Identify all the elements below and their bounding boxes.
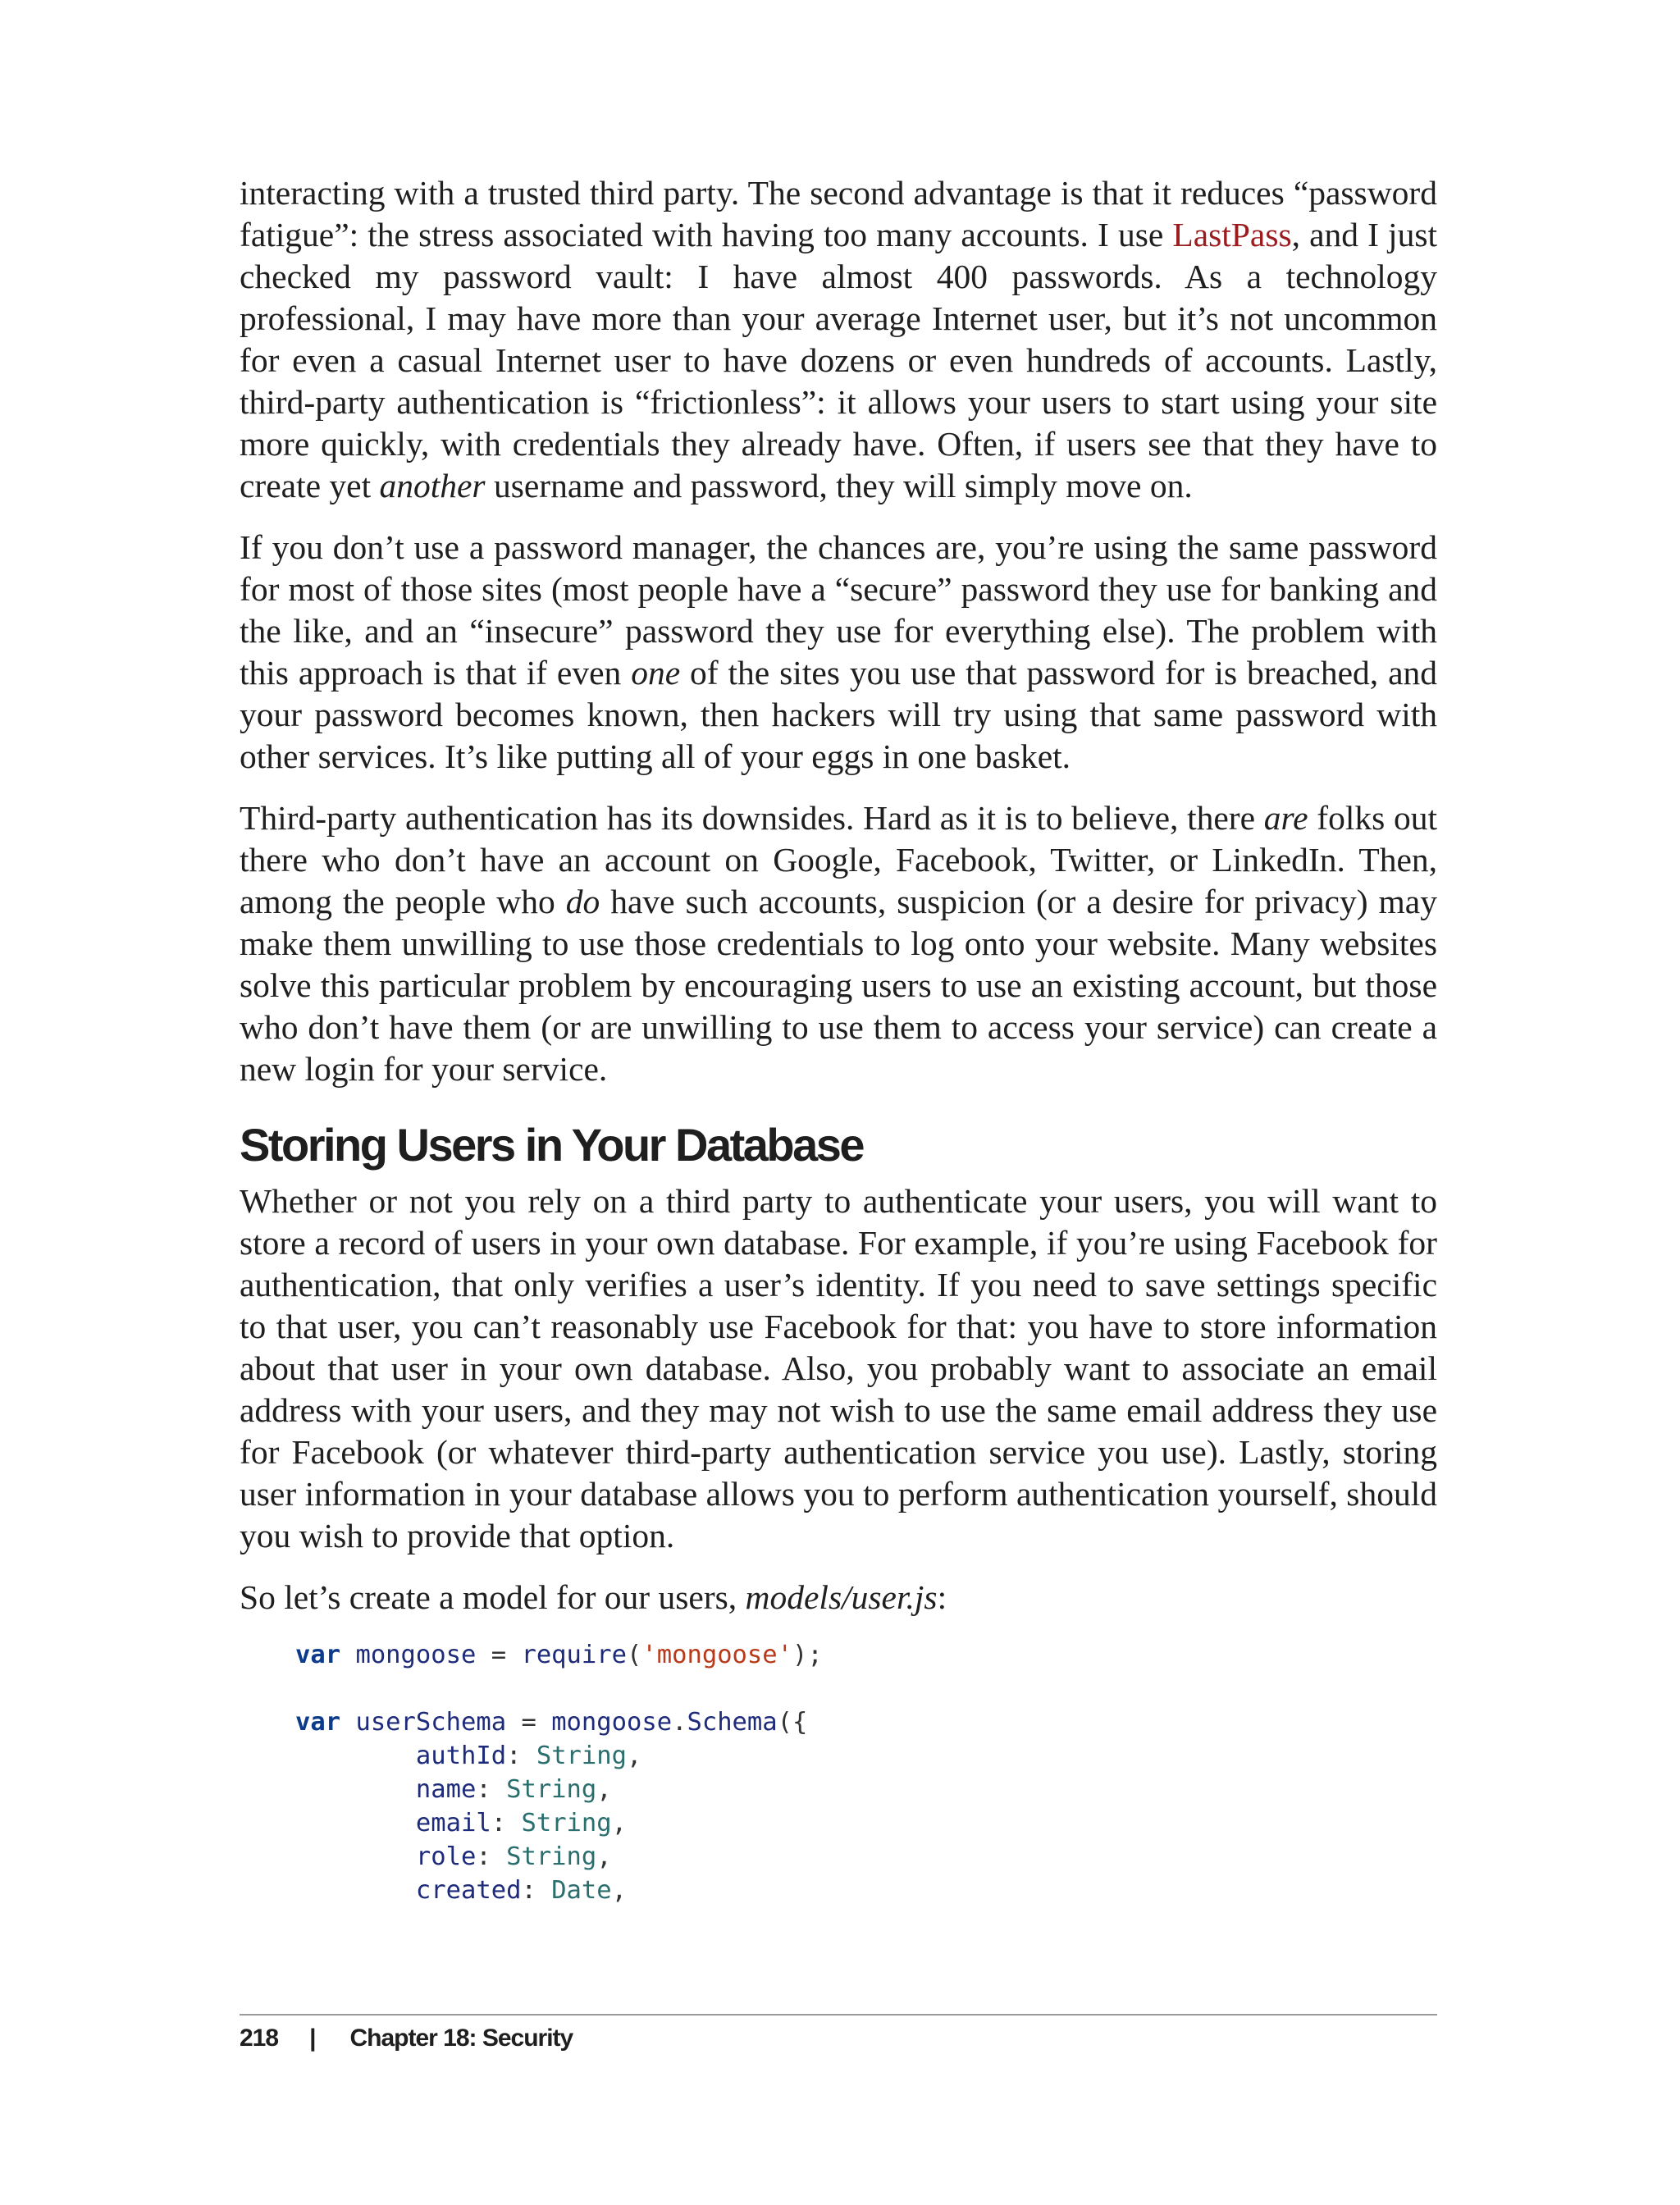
code-field-key: created bbox=[415, 1876, 522, 1905]
code-punctuation: , bbox=[611, 1809, 628, 1838]
paragraph-create-model bbox=[240, 1577, 1437, 1618]
code-keyword: var bbox=[295, 1641, 341, 1669]
code-function: require bbox=[521, 1641, 627, 1669]
code-type: String bbox=[536, 1742, 628, 1770]
code-punctuation: , bbox=[611, 1876, 628, 1905]
code-line-field bbox=[295, 1874, 1437, 1907]
code-punctuation: : bbox=[506, 1742, 536, 1770]
code-line-field bbox=[295, 1739, 1437, 1773]
code-punctuation: : bbox=[476, 1842, 507, 1871]
page-number: 218 bbox=[240, 2025, 279, 2052]
code-block bbox=[295, 1638, 1437, 1907]
lastpass-link[interactable]: LastPass bbox=[1172, 216, 1292, 253]
code-field-key: name bbox=[415, 1775, 477, 1804]
paragraph-storing-users: Whether or not you rely on a third party to authenticate your users, you will want to store a record of users in your own database. For example, if you’re using Facebook for authentication, that only verifies a user’s identity. If you need to save settings specific to that user, you can’t reasonably use Facebook for that: you have to store information about that user in your own database. Also, you probably want to associate an email address with your users, and they may not wish to use the same email address they use for Facebook (or whatever third-party authentication service you use). Lastly, storing user information in your database allows you to perform authentication yourself, should you wish to provide that option. bbox=[240, 1182, 1437, 1554]
code-line-field bbox=[295, 1806, 1437, 1840]
code-line-field bbox=[295, 1773, 1437, 1806]
text-run: of the sites you use that password for is breached, and your password becomes known, then hackers will try using that same password with other services. It’s like putting all of your eggs in one basket. bbox=[240, 654, 1437, 775]
code-punctuation: ); bbox=[792, 1641, 823, 1669]
filename: models/user.js bbox=[745, 1578, 938, 1616]
code-punctuation: ({ bbox=[777, 1708, 808, 1737]
code-punctuation: : bbox=[491, 1809, 522, 1838]
text-run: , and I just checked my password vault: I have almost 400 passwords. As a technology professional, I may have more than your average Internet user, but it’s not uncommon for even a casual Internet user to have dozens or even hundreds of accounts. Lastly, third-party authentication is “frictionless”: it allows your users to start using your site more quickly, with credentials they already have. Often, if users see that they have to create yet bbox=[240, 216, 1437, 504]
footer-separator: | bbox=[309, 2025, 316, 2052]
emphasis: do bbox=[565, 883, 600, 920]
code-line-field bbox=[295, 1840, 1437, 1874]
code-field-key: authId bbox=[415, 1742, 507, 1770]
code-punctuation: : bbox=[521, 1876, 552, 1905]
footer-divider bbox=[240, 2014, 1437, 2016]
emphasis: are bbox=[1263, 799, 1308, 837]
emphasis: another bbox=[379, 467, 486, 504]
code-line-blank bbox=[295, 1672, 1437, 1705]
text-run: Third-party authentication has its downsides. Hard as it is to believe, there bbox=[240, 799, 1264, 837]
code-punctuation: : bbox=[476, 1775, 507, 1804]
text-run: have such accounts, suspicion (or a desire for privacy) may make them unwilling to use those credentials to log onto your website. Many websites solve this particular problem by encouraging users to use an existing account, but those who don’t have them (or are unwilling to use them to access your service) can create a new login for your service. bbox=[240, 883, 1437, 1088]
paragraph-third-party-advantages bbox=[240, 172, 1437, 507]
code-field-key: role bbox=[415, 1842, 477, 1871]
code-punctuation: . bbox=[672, 1708, 687, 1737]
code-keyword: var bbox=[295, 1708, 341, 1737]
code-punctuation: ( bbox=[627, 1641, 642, 1669]
code-type: String bbox=[521, 1809, 612, 1838]
code-line bbox=[295, 1705, 1437, 1739]
text-run: username and password, they will simply move on. bbox=[485, 467, 1193, 504]
text-run: interacting with a trusted third party. The second advantage is that it reduces “password fatigue”: the stress associated with having too many accounts. I use bbox=[240, 174, 1437, 253]
section-heading: Storing Users in Your Database bbox=[240, 1119, 864, 1171]
code-string: 'mongoose' bbox=[641, 1641, 793, 1669]
text-run: folks out there who don’t have an account on Google, Facebook, Twitter, or LinkedIn. Then, among the people who bbox=[240, 799, 1437, 920]
emphasis: one bbox=[631, 654, 681, 692]
code-operator: = bbox=[476, 1641, 522, 1669]
code-operator: = bbox=[506, 1708, 552, 1737]
code-line bbox=[295, 1638, 1437, 1672]
code-type: Date bbox=[551, 1876, 612, 1905]
page-footer bbox=[240, 2025, 573, 2052]
code-function: Schema bbox=[687, 1708, 778, 1737]
code-identifier: mongoose bbox=[340, 1641, 477, 1669]
text-run: If you don’t use a password manager, the chances are, you’re using the same password for most of those sites (most people have a “secure” password they use for banking and the like, and an “insecure” password they use for everything else). The problem with this approach is that if even bbox=[240, 528, 1437, 692]
chapter-title: Chapter 18: Security bbox=[349, 2025, 573, 2052]
paragraph-downsides bbox=[240, 797, 1437, 1090]
code-type: String bbox=[506, 1775, 597, 1804]
page-content bbox=[240, 172, 1437, 1907]
code-identifier: userSchema bbox=[340, 1708, 507, 1737]
code-identifier: mongoose bbox=[551, 1708, 673, 1737]
code-field-key: email bbox=[415, 1809, 491, 1838]
paragraph-password-manager bbox=[240, 527, 1437, 778]
code-punctuation: , bbox=[596, 1775, 612, 1804]
text-run: : bbox=[937, 1578, 947, 1616]
code-type: String bbox=[506, 1842, 597, 1871]
code-punctuation: , bbox=[627, 1742, 642, 1770]
text-run: So let’s create a model for our users, bbox=[240, 1578, 746, 1616]
code-punctuation: , bbox=[596, 1842, 612, 1871]
